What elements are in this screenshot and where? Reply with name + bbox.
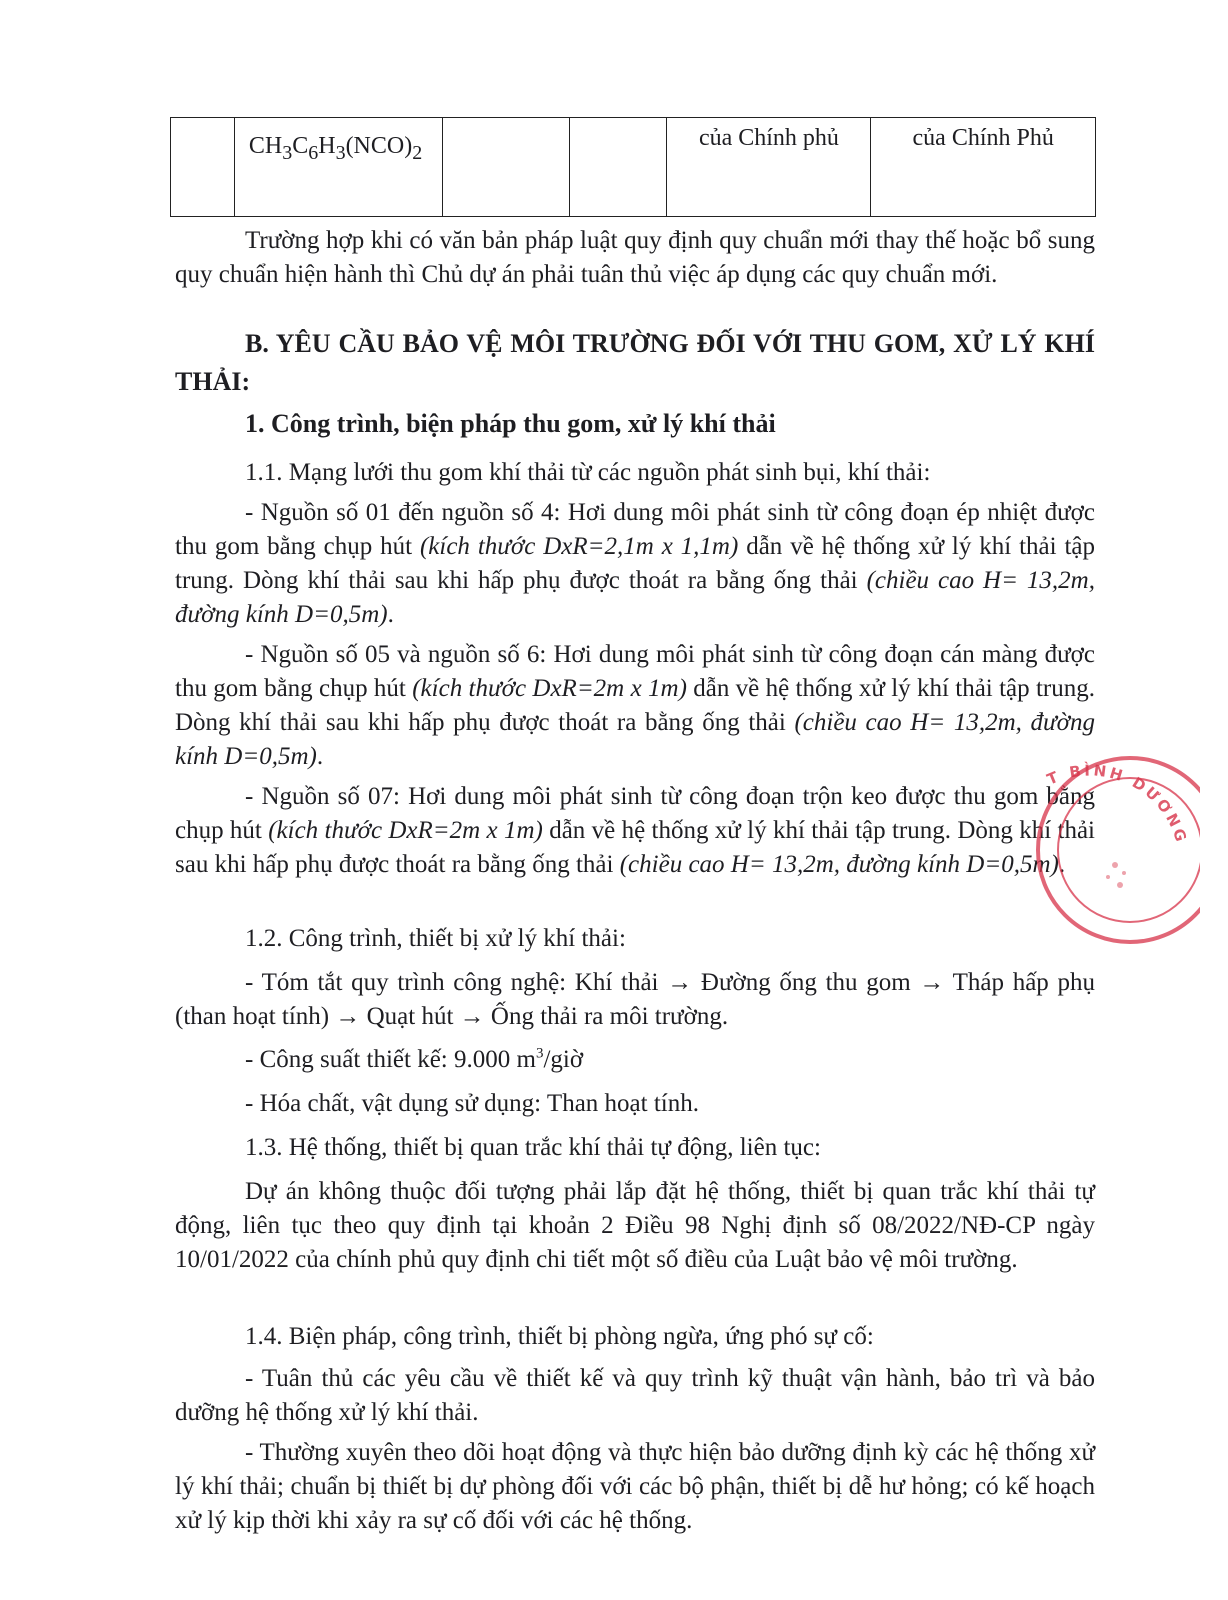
monitoring-paragraph: Dự án không thuộc đối tượng phải lắp đặt hệ thống, thiết bị quan trắc khí thải tự động, liên tục theo quy định tại khoản 2 Điều 98 Nghị định số 08/2022/NĐ-CP ngày 10/01/2022 của chính phủ quy định chi tiết một số điều của Luật bảo vệ môi trường. — [175, 1178, 1095, 1273]
official-seal-stamp — [1020, 745, 1200, 955]
table-cell-regulation-2: của Chính Phủ — [871, 118, 1096, 217]
subsection-1-2-title: 1.2. Công trình, thiết bị xử lý khí thải: — [245, 925, 626, 952]
subsection-1-4-title: 1.4. Biện pháp, công trình, thiết bị phòng ngừa, ứng phó sự cố: — [245, 1323, 874, 1350]
section-b-title: B. YÊU CẦU BẢO VỆ MÔI TRƯỜNG ĐỐI VỚI THU GOM, XỬ LÝ KHÍ THẢI: — [175, 329, 1095, 396]
process-summary: - Tóm tắt quy trình công nghệ: Khí thải → Đường ống thu gom → Tháp hấp phụ (than hoạt tính) → Quạt hút → Ống thải ra môi trường. — [175, 969, 1095, 1030]
source-5-6-paragraph: - Nguồn số 05 và nguồn số 6: Hơi dung môi phát sinh từ công đoạn cán màng được thu gom bằng chụp hút (kích thước DxR=2m x 1m) dẫn về hệ thống xử lý khí thải tập trung. Dòng khí thải sau khi hấp phụ được thoát ra bằng ống thải (chiều cao H= 13,2m, đường kính D=0,5m). — [175, 641, 1096, 770]
incident-measure-2: - Thường xuyên theo dõi hoạt động và thực hiện bảo dưỡng định kỳ các hệ thống xử lý khí thải; chuẩn bị thiết bị dự phòng đối với các bộ phận, thiết bị dễ hư hỏng; có kế hoạch xử lý kịp thời khi xảy ra sự cố đối với các hệ thống. — [175, 1439, 1095, 1534]
table-cell-regulation-1: của Chính phủ — [667, 118, 871, 217]
chemicals-used: - Hóa chất, vật dụng sử dụng: Than hoạt tính. — [245, 1090, 699, 1117]
intro-paragraph: Trường hợp khi có văn bản pháp luật quy định quy chuẩn mới thay thế hoặc bổ sung quy chuẩn hiện hành thì Chủ dự án phải tuân thủ việc áp dụng các quy chuẩn mới. — [175, 227, 1095, 288]
table-row — [171, 118, 1096, 217]
table-cell-index — [171, 118, 235, 217]
table-cell-formula: $CH_3C_6H_3(NCO)_2$ — [234, 118, 442, 217]
source-7-paragraph: - Nguồn số 07: Hơi dung môi phát sinh từ công đoạn trộn keo được thu gom bằng chụp hút (kích thước DxR=2m x 1m) dẫn về hệ thống xử lý khí thải tập trung. Dòng khí thải sau khi hấp phụ được thoát ra bằng ống thải (chiều cao H= 13,2m, đường kính D=0,5m). — [175, 783, 1095, 878]
incident-measure-1: - Tuân thủ các yêu cầu về thiết kế và quy trình kỹ thuật vận hành, bảo trì và bảo dưỡng hệ thống xử lý khí thải. — [175, 1365, 1095, 1426]
subsection-1-1-title: 1.1. Mạng lưới thu gom khí thải từ các nguồn phát sinh bụi, khí thải: — [245, 459, 931, 486]
section-1-title: 1. Công trình, biện pháp thu gom, xử lý khí thải — [245, 409, 776, 438]
svg-text:T BÌNH DƯƠNG: T BÌNH DƯƠNG — [1044, 761, 1191, 847]
table-cell-empty-2 — [569, 118, 667, 217]
design-capacity: - Công suất thiết kế: 9.000 $m^3$/giờ — [245, 1045, 584, 1073]
source-1-4-paragraph: - Nguồn số 01 đến nguồn số 4: Hơi dung môi phát sinh từ công đoạn ép nhiệt được thu gom bằng chụp hút (kích thước DxR=2,1m x 1,1m) dẫn về hệ thống xử lý khí thải tập trung. Dòng khí thải sau khi hấp phụ được thoát ra bằng ống thải (chiều cao H= 13,2m, đường kính D=0,5m). — [175, 499, 1096, 628]
subsection-1-3-title: 1.3. Hệ thống, thiết bị quan trắc khí thải tự động, liên tục: — [245, 1134, 821, 1161]
regulation-table-fragment — [170, 117, 1096, 217]
table-cell-empty-1 — [442, 118, 569, 217]
